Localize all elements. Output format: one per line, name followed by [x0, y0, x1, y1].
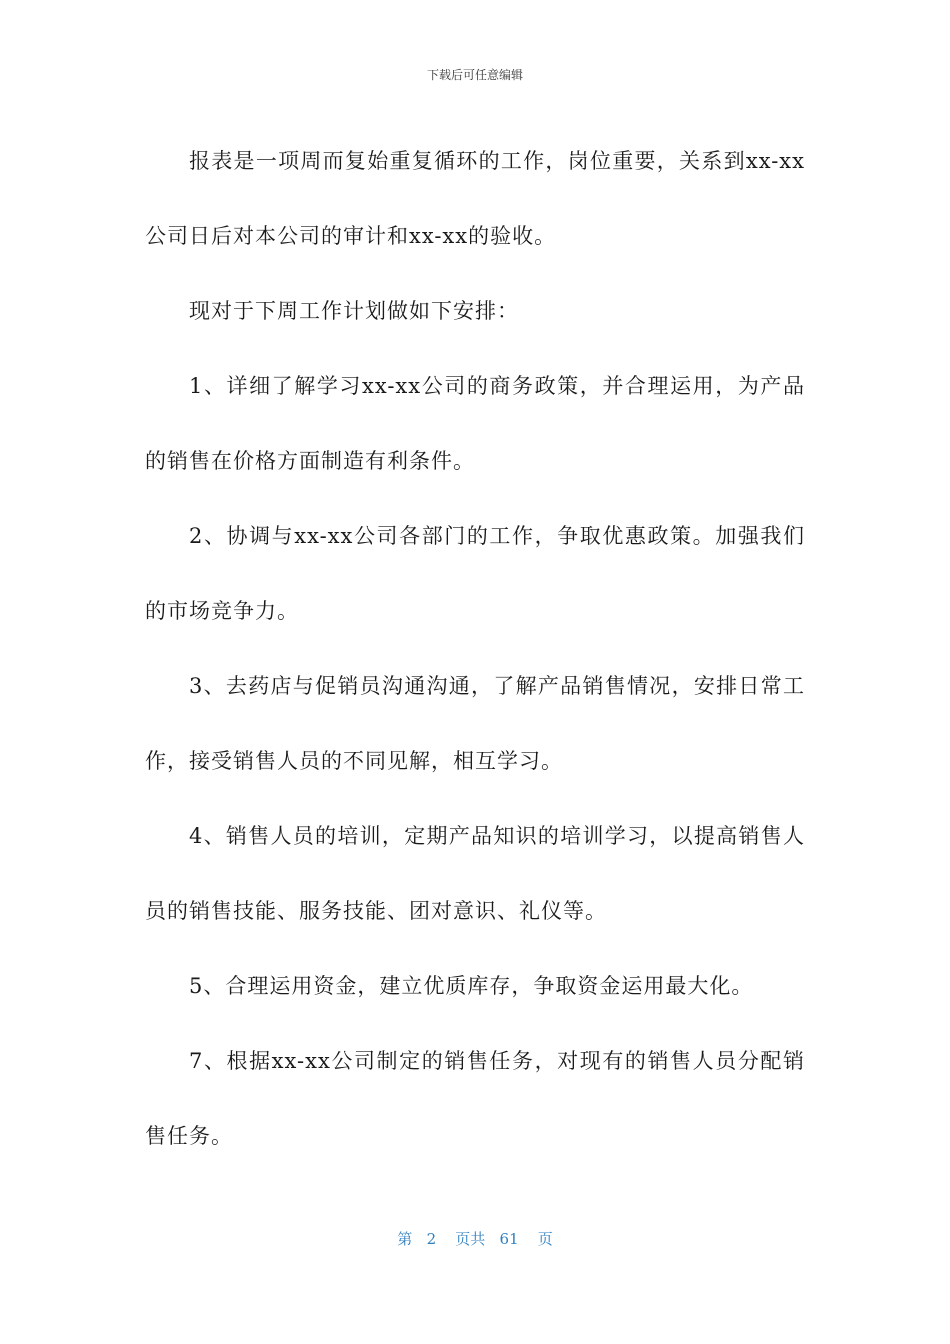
page-header: 下载后可任意编辑 [426, 68, 523, 82]
footer-middle: 页共 [455, 1230, 486, 1248]
paragraph-item-3: 3、去药店与促销员沟通沟通，了解产品销售情况，安排日常工作，接受销售人员的不同见解，相互学习。 [145, 674, 805, 773]
page-footer [0, 1228, 950, 1249]
paragraph-item-7: 7、根据xx-xx公司制定的销售任务，对现有的销售人员分配销售任务。 [145, 1049, 805, 1148]
paragraph-item-1: 1、详细了解学习xx-xx公司的商务政策，并合理运用，为产品的销售在价格方面制造有利条件。 [145, 374, 805, 473]
paragraph-item-2: 2、协调与xx-xx公司各部门的工作，争取优惠政策。加强我们的市场竞争力。 [145, 524, 805, 623]
footer-total-pages: 61 [499, 1230, 519, 1248]
paragraph-item-5: 5、合理运用资金，建立优质库存，争取资金运用最大化。 [189, 974, 754, 998]
footer-suffix: 页 [537, 1230, 553, 1248]
paragraph-item-4: 4、销售人员的培训，定期产品知识的培训学习，以提高销售人员的销售技能、服务技能、团对意识、礼仪等。 [145, 824, 805, 923]
paragraph-report-intro: 报表是一项周而复始重复循环的工作，岗位重要，关系到xx-xx公司日后对本公司的审计和xx-xx的验收。 [145, 149, 805, 248]
document-body [145, 124, 805, 1174]
paragraph-plan-intro: 现对于下周工作计划做如下安排： [189, 299, 519, 323]
footer-current-page: 2 [426, 1230, 437, 1248]
footer-prefix: 第 [397, 1230, 413, 1248]
